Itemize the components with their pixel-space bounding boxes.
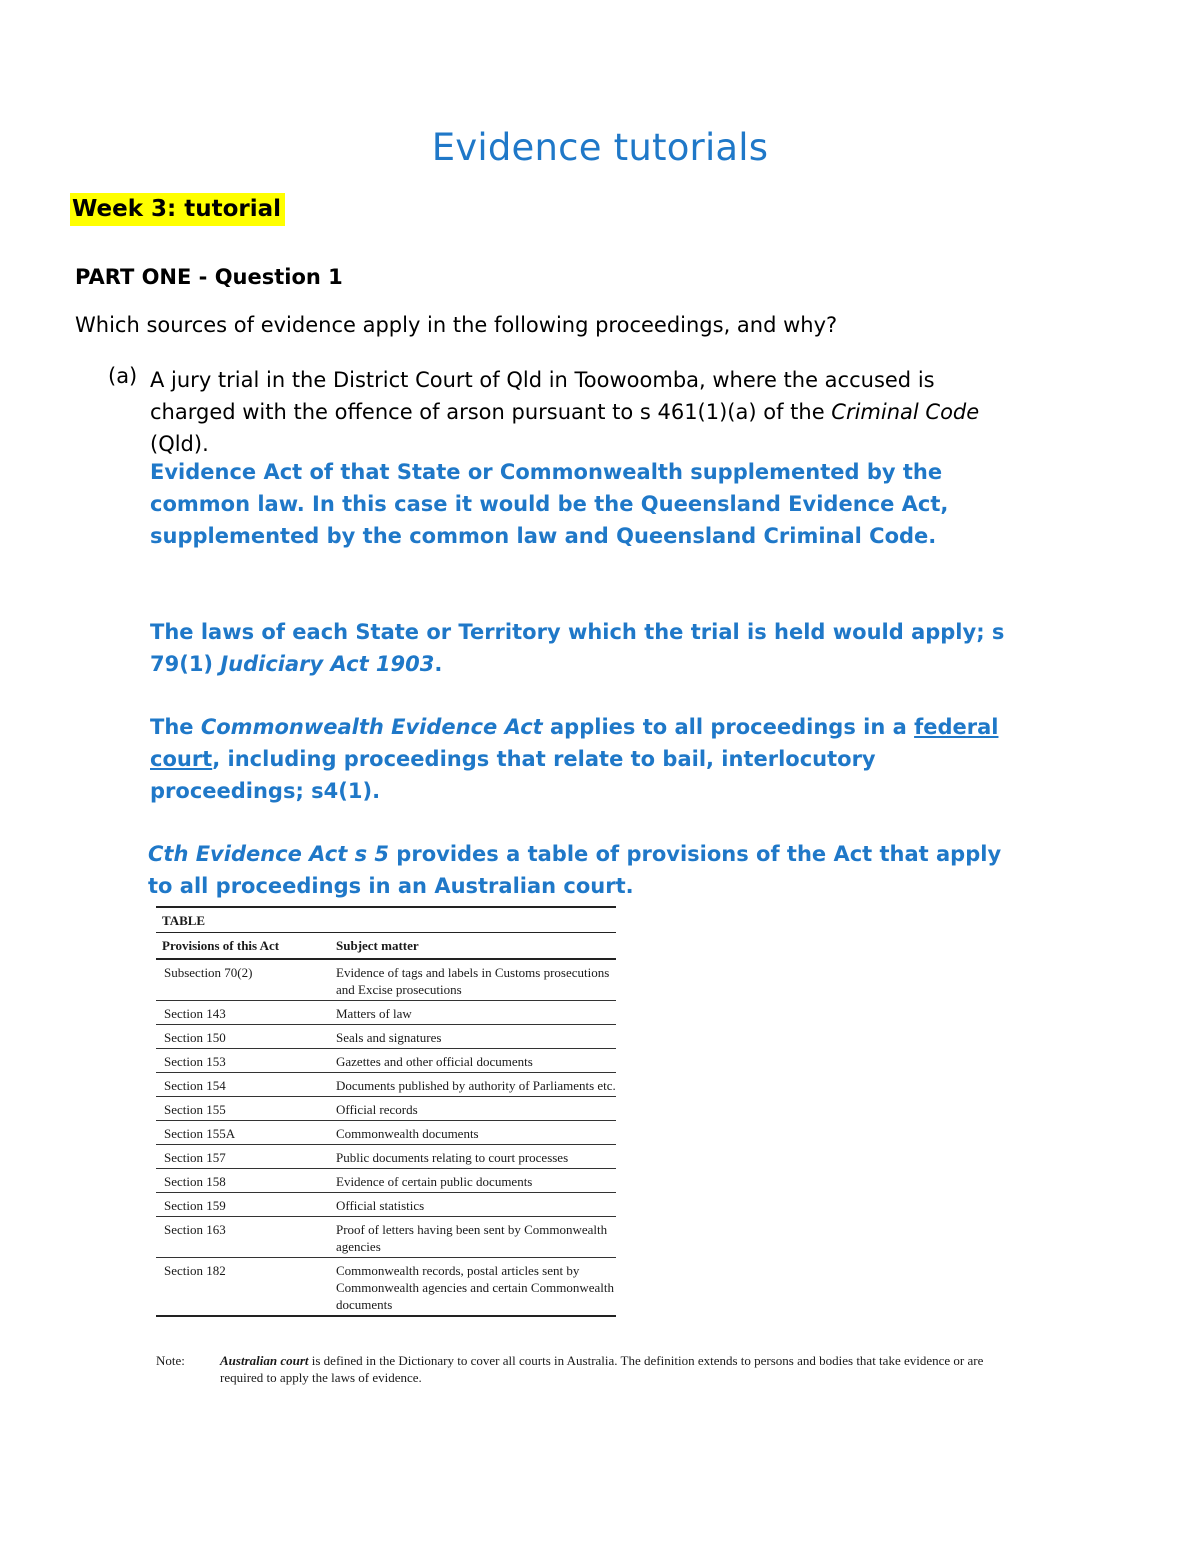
table-cell-subject: Gazettes and other official documents: [336, 1054, 533, 1069]
table-cell-subject: Public documents relating to court processes: [336, 1150, 569, 1165]
answer-paragraph-3: [150, 711, 1030, 807]
table-note-term: Australian court: [220, 1353, 309, 1368]
answer-3-underline: federal court: [150, 715, 999, 771]
table-cell-subject: Evidence of tags and labels in Customs prosecutions and Excise prosecutions: [336, 965, 610, 997]
table-note-body: is defined in the Dictionary to cover all courts in Australia. The definition extends to persons and bodies that take evidence or are required to apply the laws of evidence.: [220, 1353, 984, 1385]
table-row: [156, 1258, 616, 1317]
table-cell-subject: Commonwealth documents: [336, 1126, 479, 1141]
item-a-text-end: (Qld).: [150, 432, 209, 456]
table-caption: TABLE: [156, 908, 616, 933]
table-header-row: [156, 933, 616, 960]
item-a-italic: Criminal Code: [831, 400, 980, 424]
table-cell-provision: Section 150: [164, 1030, 226, 1045]
answer-2-end: .: [434, 652, 443, 676]
table-cell-provision: Subsection 70(2): [164, 965, 253, 980]
table-header-provisions: Provisions of this Act: [162, 938, 280, 953]
table-row: [156, 1217, 616, 1258]
answer-3-text-2: applies to all proceedings in a: [542, 715, 915, 739]
table-cell-provision: Section 163: [164, 1222, 226, 1237]
table-note-label: Note:: [156, 1353, 185, 1368]
table-cell-provision: Section 155: [164, 1102, 226, 1117]
table-cell-provision: Section 157: [164, 1150, 226, 1165]
table-cell-subject: Commonwealth records, postal articles sent by Commonwealth agencies and certain Commonwealth documents: [336, 1263, 614, 1312]
answer-4-italic: Cth Evidence Act s 5: [148, 842, 389, 866]
table-row: [156, 1025, 616, 1049]
table-cell-subject: Evidence of certain public documents: [336, 1174, 533, 1189]
table-header-subject: Subject matter: [336, 938, 419, 953]
table-cell-provision: Section 155A: [164, 1126, 236, 1141]
answer-3-italic: Commonwealth Evidence Act: [200, 715, 543, 739]
answer-paragraph-1: Evidence Act of that State or Commonwealth supplemented by the common law. In this case it would be the Queensland Evidence Act, supplemented by the common law and Queensland Criminal Code.: [150, 460, 949, 548]
answer-4-text: provides a table of provisions of the Act that apply to all proceedings in an Australian court.: [148, 842, 1002, 898]
item-a-text: A jury trial in the District Court of Qld in Toowoomba, where the accused is charged with the offence of arson pursuant to s 461(1)(a) of the: [150, 368, 935, 424]
list-item-a: [150, 364, 1010, 460]
table-cell-provision: Section 182: [164, 1263, 226, 1278]
table-cell-subject: Official statistics: [336, 1198, 425, 1213]
table-cell-subject: Seals and signatures: [336, 1030, 442, 1045]
table-row: [156, 1073, 616, 1097]
answer-paragraph-4: [148, 838, 1028, 902]
week-heading: Week 3: tutorial: [70, 193, 285, 226]
answer-2-text: The laws of each State or Territory which the trial is held would apply; s 79(1): [150, 620, 1005, 676]
list-item-marker: (a): [108, 364, 138, 388]
table-cell-provision: Section 154: [164, 1078, 226, 1093]
table-cell-provision: Section 158: [164, 1174, 226, 1189]
table-cell-provision: Section 159: [164, 1198, 226, 1213]
part-heading: PART ONE - Question 1: [75, 265, 343, 289]
table-row: [156, 1169, 616, 1193]
table-cell-subject: Proof of letters having been sent by Commonwealth agencies: [336, 1222, 608, 1254]
table-row: [156, 1001, 616, 1025]
table-row: [156, 1193, 616, 1217]
answer-2-italic: Judiciary Act 1903: [220, 652, 435, 676]
answer-paragraph-2: [150, 616, 1030, 680]
page-title: Evidence tutorials: [431, 126, 769, 169]
table-row: [156, 1097, 616, 1121]
table-row: [156, 960, 616, 1001]
table-row: [156, 1121, 616, 1145]
table-cell-subject: Official records: [336, 1102, 418, 1117]
legislation-table: [156, 906, 616, 1317]
table-cell-subject: Documents published by authority of Parliaments etc.: [336, 1078, 616, 1093]
question-text: Which sources of evidence apply in the following proceedings, and why?: [75, 313, 838, 337]
answer-3-text: The: [150, 715, 201, 739]
table-note-text: [220, 1352, 996, 1386]
table-cell-subject: Matters of law: [336, 1006, 412, 1021]
table-cell-provision: Section 153: [164, 1054, 226, 1069]
table-note: [156, 1352, 996, 1386]
table-cell-provision: Section 143: [164, 1006, 226, 1021]
answer-3-end: , including proceedings that relate to bail, interlocutory proceedings; s4(1).: [150, 747, 876, 803]
table-row: [156, 1049, 616, 1073]
table-row: [156, 1145, 616, 1169]
